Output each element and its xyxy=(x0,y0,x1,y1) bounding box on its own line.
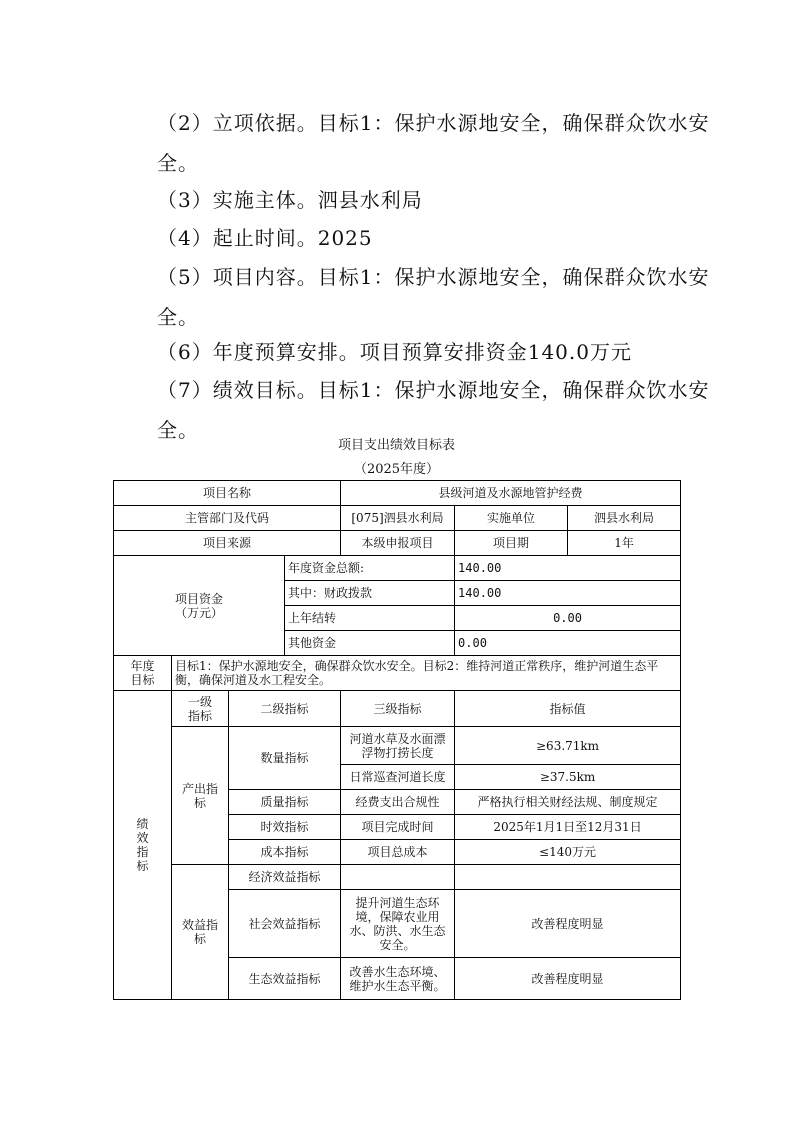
econ-name xyxy=(341,865,455,890)
social-value: 改善程度明显 xyxy=(455,890,681,958)
benefit-label-cell xyxy=(172,865,229,1000)
table-row xyxy=(114,691,681,727)
funds-label-cell xyxy=(114,556,285,656)
header-value: 指标值 xyxy=(455,691,681,727)
header-l1-text: 一级指标 xyxy=(187,694,212,723)
time-label: 时效指标 xyxy=(229,815,341,840)
fund-fiscal-value: 140.00 xyxy=(455,581,681,606)
econ-label: 经济效益指标 xyxy=(229,865,341,890)
benefit-label: 效益指标 xyxy=(181,918,218,946)
funds-unit: （万元） xyxy=(174,605,223,620)
fund-carryover-label: 上年结转 xyxy=(285,606,455,631)
qty2-value: ≥37.5km xyxy=(455,765,681,790)
fund-carryover-value: 0.00 xyxy=(455,606,681,631)
fund-other-label: 其他资金 xyxy=(285,631,455,656)
table-row xyxy=(114,727,681,765)
table-year: （2025年度） xyxy=(353,462,440,477)
table-row xyxy=(114,656,681,691)
paragraph-content: （5）项目内容。目标1：保护水源地安全，确保群众饮水安全。 xyxy=(157,265,710,329)
dept-label: 主管部门及代码 xyxy=(114,506,341,531)
quality-label: 质量指标 xyxy=(229,790,341,815)
header-l3: 三级指标 xyxy=(341,691,455,727)
dept-value: [075]泗县水利局 xyxy=(341,506,455,531)
output-label: 产出指标 xyxy=(181,781,218,810)
project-name-value: 县级河道及水源地管护经费 xyxy=(341,481,681,506)
perf-label-cell xyxy=(114,691,172,1000)
annual-goal-label xyxy=(114,656,172,691)
table-row xyxy=(114,481,681,506)
table-row xyxy=(114,556,681,581)
paragraph-basis: （2）立项依据。目标1：保护水源地安全，确保群众饮水安全。 xyxy=(157,111,710,175)
paragraph-implementer: （3）实施主体。泗县水利局 xyxy=(157,188,423,212)
fund-other-value: 0.00 xyxy=(455,631,681,656)
cost-label: 成本指标 xyxy=(229,840,341,865)
table-row xyxy=(114,506,681,531)
social-label: 社会效益指标 xyxy=(229,890,341,958)
fund-total-value: 140.00 xyxy=(455,556,681,581)
time-name: 项目完成时间 xyxy=(341,815,455,840)
header-l2: 二级指标 xyxy=(229,691,341,727)
eco-label: 生态效益指标 xyxy=(229,958,341,1000)
funds-label: 项目资金 xyxy=(174,591,223,606)
paragraph-period: （4）起止时间。2025 xyxy=(157,226,373,250)
annual-goal-text: 目标1：保护水源地安全，确保群众饮水安全。目标2：维持河道正常秩序，维护河道生态平衡，确保河道及水工程安全。 xyxy=(172,656,681,691)
fund-fiscal-label: 其中：财政拨款 xyxy=(285,581,455,606)
annual-goal-label-text: 年度目标 xyxy=(130,659,155,687)
table-title: 项目支出绩效目标表 xyxy=(337,438,455,453)
output-label-cell xyxy=(172,727,229,865)
performance-table xyxy=(113,480,681,1000)
paragraph-budget: （6）年度预算安排。项目预算安排资金140.0万元 xyxy=(157,340,632,364)
qty-label: 数量指标 xyxy=(229,727,341,790)
qty2-name: 日常巡查河道长度 xyxy=(341,765,455,790)
header-l1 xyxy=(172,691,229,727)
eco-value: 改善程度明显 xyxy=(455,958,681,1000)
source-value: 本级申报项目 xyxy=(341,531,455,556)
table-row xyxy=(114,531,681,556)
fund-total-label: 年度资金总额: xyxy=(285,556,455,581)
impl-value: 泗县水利局 xyxy=(568,506,681,531)
project-name-label: 项目名称 xyxy=(114,481,341,506)
table-row xyxy=(114,865,681,890)
qty1-value: ≥63.71km xyxy=(455,727,681,765)
econ-value xyxy=(455,865,681,890)
cost-value: ≤140万元 xyxy=(455,840,681,865)
perf-label: 绩效指标 xyxy=(136,817,149,873)
period-value: 1年 xyxy=(568,531,681,556)
quality-value: 严格执行相关财经法规、制度规定 xyxy=(455,790,681,815)
qty1-name: 河道水草及水面漂浮物打捞长度 xyxy=(341,727,455,765)
time-value: 2025年1月1日至12月31日 xyxy=(455,815,681,840)
quality-name: 经费支出合规性 xyxy=(341,790,455,815)
period-label: 项目期 xyxy=(455,531,568,556)
source-label: 项目来源 xyxy=(114,531,341,556)
paragraph-goal: （7）绩效目标。目标1：保护水源地安全，确保群众饮水安全。 xyxy=(157,378,710,442)
cost-name: 项目总成本 xyxy=(341,840,455,865)
social-name: 提升河道生态环境，保障农业用水、防洪、水生态安全。 xyxy=(341,890,455,958)
eco-name: 改善水生态环境、维护水生态平衡。 xyxy=(341,958,455,1000)
impl-label: 实施单位 xyxy=(455,506,568,531)
